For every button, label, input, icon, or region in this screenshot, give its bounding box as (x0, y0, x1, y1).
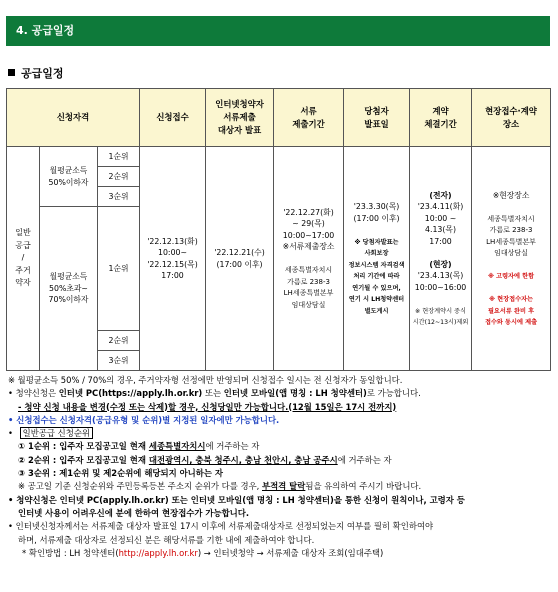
rank-cell: 2순위 (98, 330, 140, 350)
note-rank-title: • 일반공급 신청순위 (8, 427, 554, 440)
rank-cell: 1순위 (98, 207, 140, 330)
note-check-target: • 인터넷신청자께서는 서류제출 대상자 발표일 17시 이후에 서류제출대상자로 선정되었는지 여부를 필히 확인하여야 (8, 521, 434, 532)
income-tier-2: 월평균소득 50%초과~ 70%이하자 (40, 207, 98, 371)
header-document-period: 서류 제출기간 (274, 89, 344, 147)
table-header-row (7, 89, 551, 147)
note-rank1: ① 1순위 : 입주자 모집공고일 현재 세종특별자치시에 거주하는 자 (18, 441, 260, 452)
site-place: ※현장장소 세종특별자치시 가름로 238-3 LH세종특별본부 임대상담실 ※ 고령자에 한함 ※ 현장접수자는 필요서류 완비 후 접수와 동시에 제출 (472, 147, 551, 371)
contract-period: (전자) '23.4.11(화) 10:00 ~ 4.13(목) 17:00 (현장) '23.4.13(목) 10:00~16:00 ※ 현장계약시 중식 시간(12~13시)제외 (410, 147, 472, 371)
header-internet-target: 인터넷청약자 서류제출 대상자 발표 (206, 89, 274, 147)
internet-target-date: '22.12.21(수) (17:00 이후) (206, 147, 274, 371)
notes-section (8, 374, 554, 560)
note-online-principle-2: 인터넷 사용이 어려우신에 분에 한하여 현장접수가 가능합니다. (18, 507, 250, 518)
lh-apply-link[interactable]: http://apply.lh.or.kr (118, 547, 198, 558)
rank-cell: 2순위 (98, 167, 140, 187)
table-row (7, 147, 551, 167)
rank-cell: 1순위 (98, 147, 140, 167)
group-label: 일반 공급 / 주거 약자 (7, 147, 40, 371)
site-note-docs: ※ 현장접수자는 필요서류 완비 후 접수와 동시에 제출 (484, 296, 538, 326)
note-check-target-2: 하며, 서류제출 대상자로 선정되신 분은 해당서류를 기한 내에 제출하여야 합니다. (18, 534, 315, 545)
note-application-method: • 청약신청은 인터넷 PC(https://apply.lh.or.kr) 또는 인터넷 모바일(앱 명칭 : LH 청약센터)로 가능합니다. (8, 388, 421, 399)
winner-note: ※ 당첨자발표는 사회보장 정보시스템 자격검색 처리 기간에 따라 연기될 수 있으며, 연기 시 LH청약센터 별도게시 (348, 238, 405, 315)
document-period: '22.12.27(화) ~ 29(목) 10:00~17:00 ※서류제출장소 세종특별자치시 가름로 238-3 LH세종특별본부 임대상담실 (274, 147, 344, 371)
document-place: 세종특별자치시 가름로 238-3 LH세종특별본부 임대상담실 (283, 266, 334, 309)
header-qualification: 신청자격 (7, 89, 140, 147)
note-change: - 청약 신청 내용을 변경(수정 또는 삭제)할 경우, 신청당일만 가능합니다.(12월 15일은 17시 전까지) (18, 401, 397, 412)
note-check-method: * 확인방법 : LH 청약센터(http://apply.lh.or.kr) → 인터넷청약 → 서류제출 대상자 조회(임대주택) (22, 547, 384, 558)
header-contract-period: 계약 체결기간 (410, 89, 472, 147)
section-banner: 4. 공급일정 (6, 16, 550, 46)
note-address-warning: ※ 공고일 기준 신청순위와 주민등록등본 주소지 순위가 다를 경우, 부적격 탈락됨을 유의하여 주시기 바랍니다. (18, 481, 422, 492)
note-online-principle: • 청약신청은 인터넷 PC(apply.lh.or.kr) 또는 인터넷 모바일(앱 명칭 : LH 청약센터)을 통한 신청이 원칙이나, 고령자 등 (8, 494, 465, 505)
winner-announce: '23.3.30(목) (17:00 이후) ※ 당첨자발표는 사회보장 정보시스템 자격검색 처리 기간에 따라 연기될 수 있으며, 연기 시 LH청약센터 별도게시 (344, 147, 410, 371)
note-income: ※ 월평균소득 50% / 70%의 경우, 주거약자형 선정에만 반영되며 신청접수 일시는 전 신청자가 동일합니다. (8, 375, 403, 385)
square-bullet-icon (8, 69, 15, 76)
contract-note: ※ 현장계약시 중식 시간(12~13시)제외 (412, 307, 469, 326)
note-rank2: ② 2순위 : 입주자 모집공고일 현재 대전광역시, 충북 청주시, 충남 천안시, 충남 공주시에 거주하는 자 (18, 454, 392, 465)
header-application: 신청접수 (140, 89, 206, 147)
header-winner-announce: 당첨자 발표일 (344, 89, 410, 147)
site-note-elderly: ※ 고령자에 한함 (487, 273, 535, 280)
rank-cell: 3순위 (98, 350, 140, 370)
note-date-restriction: • 신청접수는 신청자격(공급유형 및 순위)별 지정된 일자에만 가능합니다. (8, 414, 280, 425)
rank-cell: 3순위 (98, 187, 140, 207)
application-period: '22.12.13(화) 10:00~ '22.12.15(목) 17:00 (140, 147, 206, 371)
header-site: 현장접수·계약 장소 (472, 89, 551, 147)
note-rank3: ③ 3순위 : 제1순위 및 제2순위에 해당되지 아니하는 자 (18, 468, 223, 479)
income-tier-1: 월평균소득 50%이하자 (40, 147, 98, 207)
schedule-table (6, 88, 551, 371)
section-title: 공급일정 (8, 65, 64, 81)
